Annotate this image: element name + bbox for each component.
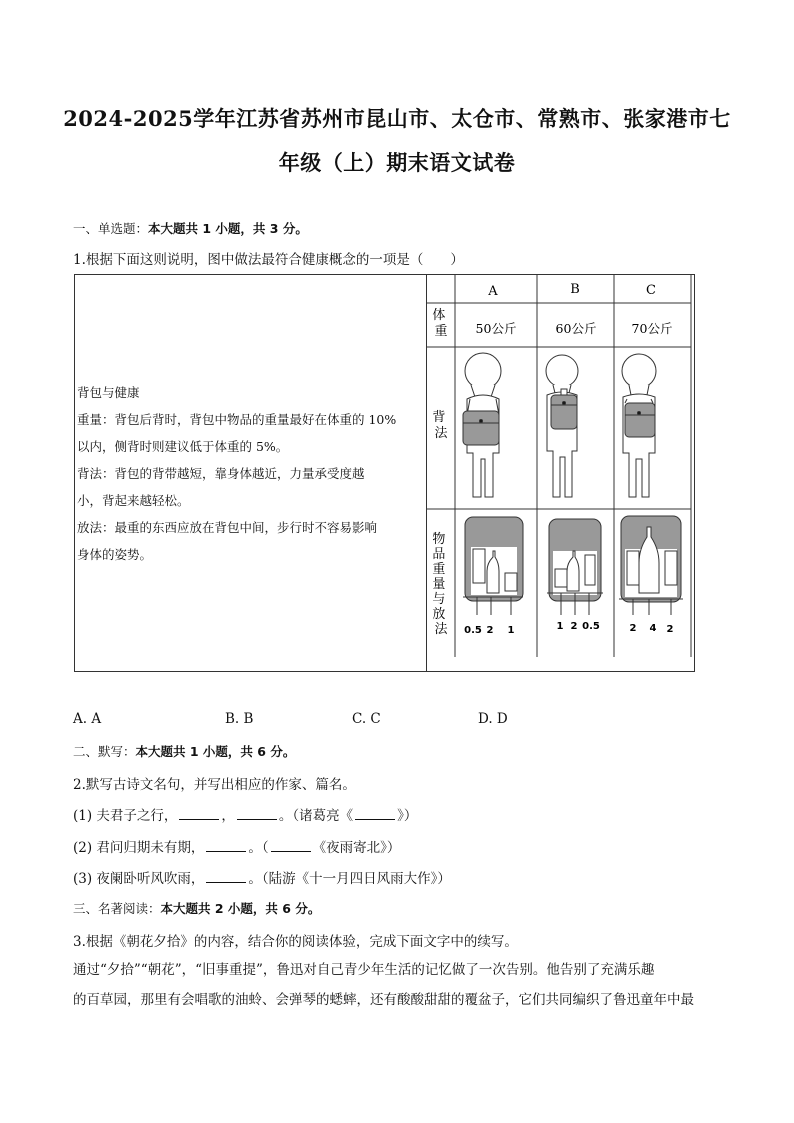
item-weight-a-3: 1 xyxy=(507,625,515,636)
q1-text-line: 重量：背包后背时，背包中物品的重量最好在体重的 10% xyxy=(77,412,397,427)
weight-a: 50公斤 xyxy=(475,321,517,336)
bag-contents-b xyxy=(547,519,603,615)
q2-stem: 2.默写古诗文名句，并写出相应的作家、篇名。 xyxy=(73,777,356,793)
q1-option-a[interactable]: A. A xyxy=(73,711,102,727)
exam-title-line1: 2024-2025学年江苏省苏州市昆山市、太仓市、常熟市、张家港市七 xyxy=(63,106,731,131)
q2-l1-text-b: ， xyxy=(221,808,235,824)
q1-option-c[interactable]: C. C xyxy=(352,711,381,727)
section2-info: 本大题共 1 小题，共 6 分。 xyxy=(135,744,296,759)
section1-prefix: 一、单选题： xyxy=(73,221,149,236)
weight-c: 70公斤 xyxy=(631,321,673,336)
item-weight-a-1: 0.5 xyxy=(464,625,482,636)
figure-col-c: C xyxy=(646,283,656,298)
row-label-items-1: 物 xyxy=(432,532,446,547)
weight-b: 60公斤 xyxy=(555,321,597,336)
section2-prefix: 二、默写： xyxy=(73,744,136,759)
answer-blank[interactable] xyxy=(179,807,219,820)
q2-l2-text-b: 。（ xyxy=(248,840,269,856)
section3-info: 本大题共 2 小题，共 6 分。 xyxy=(160,901,321,916)
q1-option-b[interactable]: B. B xyxy=(225,711,254,727)
item-weight-b-3: 0.5 xyxy=(582,621,600,632)
row-label-items-2: 品 xyxy=(432,547,446,562)
item-weight-b-1: 1 xyxy=(556,621,564,632)
q1-text-line: 小，背起来越轻松。 xyxy=(77,493,190,508)
q1-option-d[interactable]: D. D xyxy=(478,711,508,727)
q1-text-line: 放法：最重的东西应放在背包中间，步行时不容易影响 xyxy=(77,520,378,535)
figure-col-b: B xyxy=(570,282,580,297)
q1-figure xyxy=(427,275,695,671)
person-a-illustration xyxy=(463,353,501,497)
q2-l2-text-c: 《夜雨寄北》） xyxy=(312,840,401,856)
q3-para-line: 的百草园，那里有会唱歌的油蛉、会弹琴的蟋蟀，还有酸酸甜甜的覆盆子，它们共同编织了鲁迅童年中最 xyxy=(73,992,694,1008)
q2-l1-text-a: (1) 夫君子之行， xyxy=(73,808,178,824)
person-c-illustration xyxy=(622,354,656,497)
row-label-items-7: 法 xyxy=(434,622,448,637)
q2-l3-text-a: (3) 夜阑卧听风吹雨， xyxy=(73,871,205,887)
bag-contents-c xyxy=(619,516,683,615)
person-b-illustration xyxy=(546,355,578,497)
section2-heading xyxy=(73,742,295,760)
row-label-items-6: 放 xyxy=(432,607,446,622)
backpack-figure xyxy=(427,275,695,671)
row-label-carry-1: 背 xyxy=(432,410,446,425)
q1-reading-text xyxy=(77,379,425,568)
answer-blank[interactable] xyxy=(355,807,395,820)
q2-l2-text-a: (2) 君问归期未有期， xyxy=(73,840,205,856)
q2-l1-text-c: 。（诸葛亮《 xyxy=(278,808,354,824)
q1-text-line: 背法：背包的背带越短，靠身体越近，力量承受度越 xyxy=(77,466,365,481)
row-label-weight xyxy=(432,307,449,339)
answer-blank[interactable] xyxy=(206,870,246,883)
exam-title-line2: 年级（上）期末语文试卷 xyxy=(278,150,516,175)
figure-col-a: A xyxy=(488,284,498,299)
q3-paragraph xyxy=(73,955,721,1015)
answer-blank[interactable] xyxy=(271,839,311,852)
section1-info: 本大题共 1 小题，共 3 分。 xyxy=(148,221,308,236)
q2-line3 xyxy=(73,867,451,887)
row-label-carry-2: 法 xyxy=(434,426,448,441)
item-weight-b-2: 2 xyxy=(570,621,578,632)
q2-line1 xyxy=(73,804,417,824)
q1-text-cell xyxy=(75,275,427,671)
q3-stem: 3.根据《朝花夕拾》的内容，结合你的阅读体验，完成下面文字中的续写。 xyxy=(73,934,518,950)
section3-heading xyxy=(73,899,320,917)
item-weight-c-1: 2 xyxy=(629,623,637,634)
row-label-weight-2: 重 xyxy=(434,324,448,339)
q2-l3-text-b: 。（陆游《十一月四日风雨大作》） xyxy=(248,871,451,887)
q2-line2 xyxy=(73,836,400,856)
q3-para-line: 通过“夕拾”“朝花”，“旧事重提”，鲁迅对自己青少年生活的记忆做了一次告别。他告别了充满乐趣 xyxy=(73,962,655,978)
answer-blank[interactable] xyxy=(206,839,246,852)
q1-text-line: 以内，侧背时则建议低于体重的 5%。 xyxy=(77,439,289,454)
q1-table xyxy=(74,274,695,672)
q1-text-line: 身体的姿势。 xyxy=(77,547,153,562)
row-label-carry xyxy=(432,409,449,441)
item-weight-a-2: 2 xyxy=(486,625,494,636)
item-weight-c-3: 2 xyxy=(666,624,674,635)
q1-text-title: 背包与健康 xyxy=(77,385,140,400)
row-label-weight-1: 体 xyxy=(432,308,446,323)
bag-contents-a xyxy=(463,517,523,615)
row-label-items-3: 重 xyxy=(432,562,446,577)
q1-stem: 1.根据下面这则说明，图中做法最符合健康概念的一项是（ ） xyxy=(73,252,464,268)
row-label-items-5: 与 xyxy=(432,592,446,607)
row-label-items xyxy=(432,531,449,637)
section3-prefix: 三、名著阅读： xyxy=(73,901,161,916)
answer-blank[interactable] xyxy=(237,807,277,820)
row-label-items-4: 量 xyxy=(432,577,446,592)
q2-l1-text-d: 》） xyxy=(397,808,418,824)
section1-heading xyxy=(73,219,308,237)
item-weight-c-2: 4 xyxy=(649,623,657,634)
